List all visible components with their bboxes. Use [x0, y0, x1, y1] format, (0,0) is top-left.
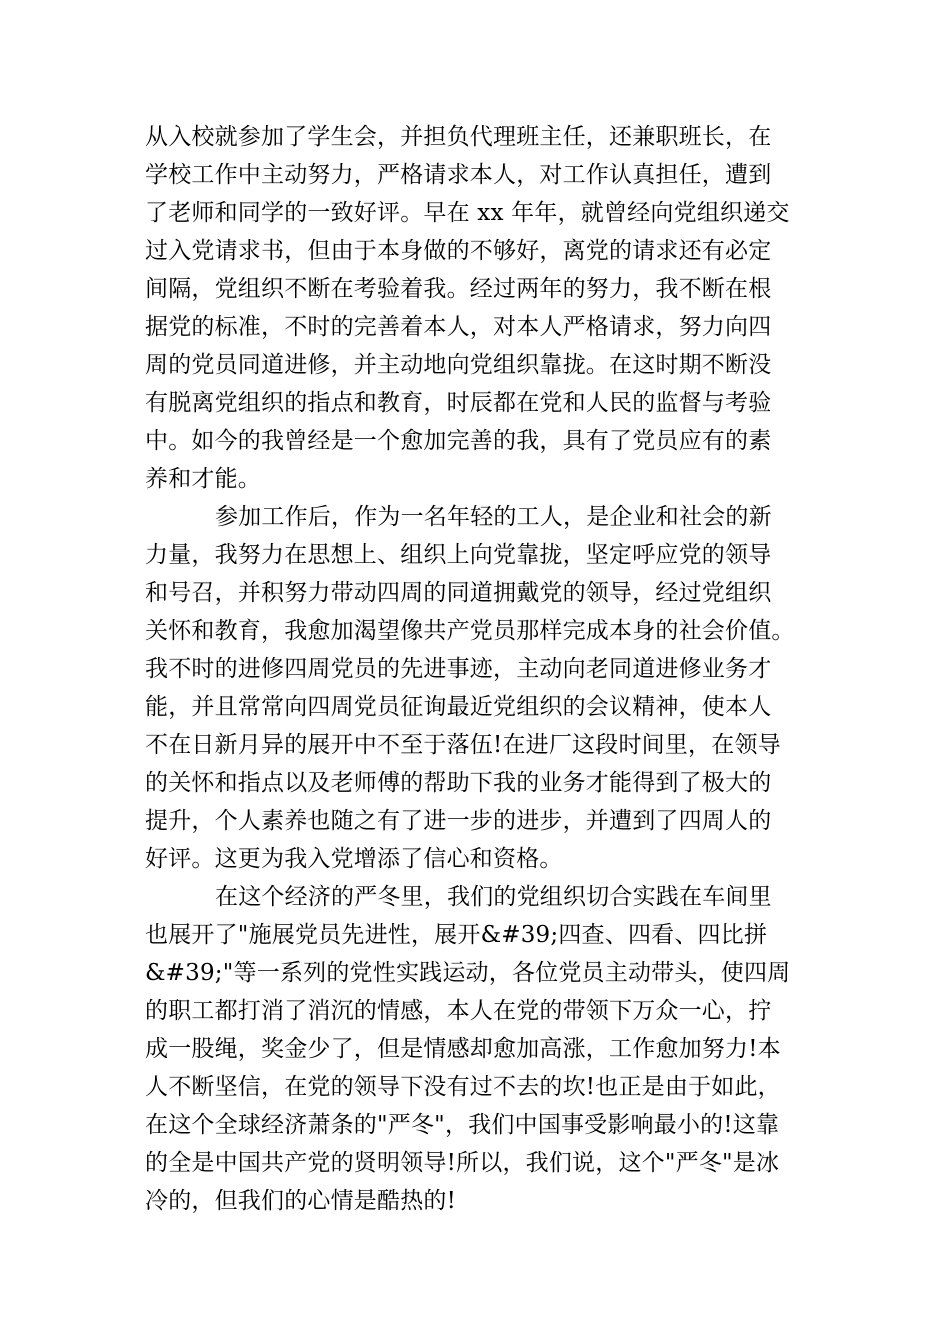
paragraph-first-line: 在这个经济的严冬里，我们的党组织切合实践在车间里 — [215, 884, 772, 910]
text-line: 周的党员同道进修，并主动地向党组织靠拢。在这时期不断没 — [145, 352, 772, 378]
text-line: 也展开了"施展党员先进性，展开&#39;四查、四看、四比拼 — [145, 922, 768, 948]
text-line: 的职工都打消了消沉的情感，本人在党的带领下万众一心，拧 — [145, 998, 772, 1024]
text-line: 据党的标准，不时的完善着本人，对本人严格请求，努力向四 — [145, 314, 772, 340]
text-line: 人不断坚信，在党的领导下没有过不去的坎!也正是由于如此， — [145, 1074, 781, 1100]
text-line: 了老师和同学的一致好评。早在 xx 年年，就曾经向党组织递交 — [145, 200, 790, 226]
text-line: 在这个全球经济萧条的"严冬"，我们中国事受影响最小的!这靠 — [145, 1112, 780, 1138]
text-line: 有脱离党组织的指点和教育，时辰都在党和人民的监督与考验 — [145, 390, 772, 416]
text-line: 我不时的进修四周党员的先进事迹，主动向老同道进修业务才 — [145, 656, 772, 682]
text-line: 的关怀和指点以及老师傅的帮助下我的业务才能得到了极大的 — [145, 770, 772, 796]
text-line: 冷的，但我们的心情是酷热的! — [145, 1188, 457, 1214]
text-line: 养和才能。 — [145, 466, 261, 492]
text-line: 力量，我努力在思想上、组织上向党靠拢，坚定呼应党的领导 — [145, 542, 772, 568]
paragraph-first-line: 参加工作后，作为一名年轻的工人，是企业和社会的新 — [215, 504, 772, 530]
text-line: &#39;"等一系列的党性实践运动，各位党员主动带头，使四周 — [145, 960, 791, 986]
text-line: 提升，个人素养也随之有了进一步的进步，并遭到了四周人的 — [145, 808, 772, 834]
text-line: 间隔，党组织不断在考验着我。经过两年的努力，我不断在根 — [145, 276, 772, 302]
text-line: 学校工作中主动努力，严格请求本人，对工作认真担任，遭到 — [145, 162, 772, 188]
text-line: 关怀和教育，我愈加渴望像共产党员那样完成本身的社会价值。 — [145, 618, 795, 644]
text-line: 和号召，并积努力带动四周的同道拥戴党的领导，经过党组织 — [145, 580, 772, 606]
text-line: 过入党请求书，但由于本身做的不够好，离党的请求还有必定 — [145, 238, 772, 264]
text-line: 中。如今的我曾经是一个愈加完善的我，具有了党员应有的素 — [145, 428, 772, 454]
text-line: 从入校就参加了学生会，并担负代理班主任，还兼职班长，在 — [145, 124, 772, 150]
text-line: 的全是中国共产党的贤明领导!所以，我们说，这个"严冬"是冰 — [145, 1150, 780, 1176]
text-line: 不在日新月异的展开中不至于落伍!在进厂这段时间里，在领导 — [145, 732, 781, 758]
text-line: 能，并且常常向四周党员征询最近党组织的会议精神，使本人 — [145, 694, 772, 720]
text-line: 成一股绳，奖金少了，但是情感却愈加高涨，工作愈加努力!本 — [145, 1036, 781, 1062]
text-line: 好评。这更为我入党增添了信心和资格。 — [145, 846, 563, 872]
document-body — [145, 118, 825, 1220]
